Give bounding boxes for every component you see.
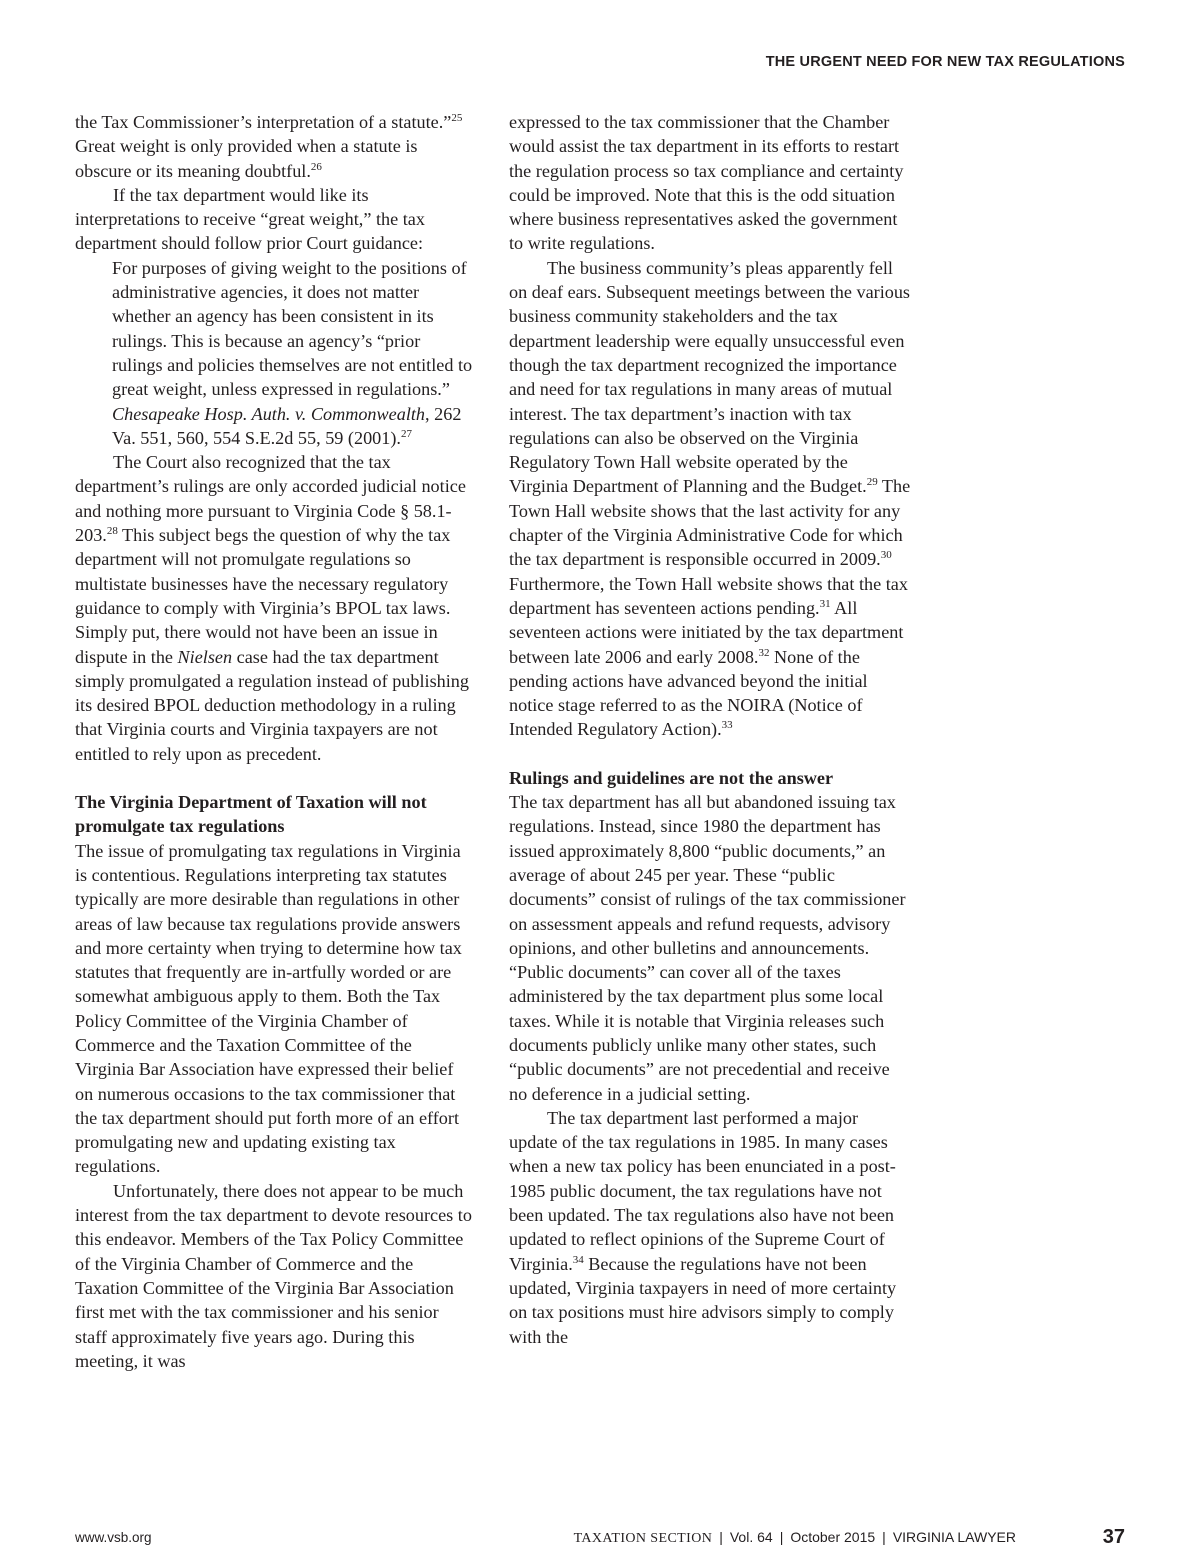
footer-date: October 2015 (790, 1529, 876, 1545)
paragraph: Unfortunately, there does not appear to be much interest from the tax department to devote resources to this endeavor. Members of the Tax Policy Committee of the Virginia Chamber of Commerce and the Taxation Committee of the Virginia Bar Association first met with the tax commissioner and his senior staff approximately five years ago. During this meeting, it was (75, 1180, 472, 1371)
text: For purposes of giving weight to the positions of administrative agencies, it does not matter whether an agency has been consistent in its rulings. This is because an agency’s “prior rulings and policies themselves are not entitled to great weight, unless expressed in regulations.” (112, 257, 473, 400)
left-column (75, 110, 475, 1373)
footnote-ref: 33 (721, 719, 733, 732)
footer-url: www.vsb.org (75, 1530, 152, 1545)
spacer (509, 742, 911, 766)
case-name: Nielsen (177, 646, 233, 667)
text: case had the tax department simply promulgated a regulation instead of publishing its desired BPOL deduction methodology in a ruling that Virginia courts and Virginia taxpayers are not entitled to rely upon as precedent. (75, 646, 469, 764)
footnote-ref: 26 (310, 160, 322, 173)
footer-separator: | (779, 1529, 784, 1545)
section-heading: The Virginia Department of Taxation will not promulgate tax regulations (75, 792, 427, 837)
text: The tax department last performed a major update of the tax regulations in 1985. In many cases when a new tax policy has been enunciated in a post-1985 public document, the tax regulations have not been updated. The tax regulations also have not been updated to reflect opinions of the Supreme Court of Virginia. (509, 1107, 896, 1274)
footnote-ref: 30 (880, 549, 892, 562)
paragraph: expressed to the tax commissioner that the Chamber would assist the tax department in its efforts to restart the regulation process so tax compliance and certainty could be improved. Note that this is the odd situation where business representatives asked the government to write regulations. (509, 112, 904, 254)
footer-volume: Vol. 64 (729, 1529, 773, 1545)
paragraph: The issue of promulgating tax regulations in Virginia is contentious. Regulations interpreting tax statutes typically are more desirable than regulations in other areas of law because tax regulations provide answers and more certainty when trying to determine how tax statutes that frequently are in-artfully worded or are somewhat ambiguous apply to them. Both the Tax Policy Committee of the Virginia Chamber of Commerce and the Taxation Committee of the Virginia Bar Association have expressed their belief on numerous occasions to the tax commissioner that the tax department should put forth more of an effort promulgating new and updating existing tax regulations. (75, 840, 462, 1177)
text: The business community’s pleas apparently fell on deaf ears. Subsequent meetings between the various business community stakeholders and the tax department leadership were equally unsuccessful even though the tax department recognized the importance and need for tax regulations in many areas of mutual interest. The tax department’s inaction with tax regulations can also be observed on the Virginia Regulatory Town Hall website operated by the Virginia Department of Planning and the Budget. (509, 257, 911, 497)
text: Great weight is only provided when a statute is obscure or its meaning doubtful. (75, 136, 418, 181)
footer-section: TAXATION SECTION (573, 1531, 713, 1546)
paragraph (75, 110, 475, 183)
spacer (75, 766, 475, 790)
text: , 262 Va. 551, 560, 554 S.E.2d 55, 59 (2001). (112, 403, 462, 448)
text: All seventeen actions were initiated by the tax department between late 2006 and early 2008. (509, 597, 904, 667)
footnote-ref: 29 (866, 476, 878, 489)
running-header: THE URGENT NEED FOR NEW TAX REGULATIONS (765, 54, 1125, 70)
footnote-ref: 27 (400, 427, 412, 440)
right-column (509, 110, 911, 1349)
paragraph: The tax department has all but abandoned issuing tax regulations. Instead, since 1980 the department has issued approximately 8,800 “public documents,” an average of about 245 per year. These “public documents” consist of rulings of the tax commissioner on assessment appeals and refund requests, advisory opinions, and other bulletins and announcements. “Public documents” can cover all of the taxes administered by the tax department plus some local taxes. While it is notable that Virginia releases such documents publicly unlike many other states, such “public documents” are not precedential and receive no deference in a judicial setting. (509, 792, 906, 1104)
text: Furthermore, the Town Hall website shows that the tax department has seventeen actions pending. (509, 573, 908, 618)
paragraph (509, 256, 911, 742)
footer-separator: | (882, 1529, 886, 1545)
paragraph (75, 450, 475, 766)
case-citation: Chesapeake Hosp. Auth. v. Commonwealth (112, 403, 426, 424)
text: None of the pending actions have advanced beyond the initial notice stage referred to as the NOIRA (Notice of Intended Regulatory Action). (509, 646, 868, 740)
page-number: 37 (1102, 1526, 1125, 1548)
block-quote (112, 256, 475, 450)
paragraph (509, 1106, 911, 1349)
footnote-ref: 25 (451, 112, 463, 124)
footer-publication-line (574, 1529, 1016, 1547)
paragraph: If the tax department would like its interpretations to receive “great weight,” the tax department should follow prior Court guidance: (75, 184, 425, 254)
text: This subject begs the question of why the tax department will not promulgate regulations so multistate businesses have the necessary regulatory guidance to comply with Virginia’s BPOL tax laws. Simply put, there would not have been an issue in dispute in the (75, 525, 451, 667)
text: the Tax Commissioner’s interpretation of a statute.” (75, 112, 452, 132)
text: Because the regulations have not been updated, Virginia taxpayers in need of more certainty on tax positions must hire advisors simply to comply with the (509, 1253, 897, 1347)
footnote-ref: 34 (572, 1253, 584, 1266)
text: The Court also recognized that the tax department’s rulings are only accorded judicial notice and nothing more pursuant to Virginia Code § 58.1-203. (75, 452, 466, 546)
footnote-ref: 28 (106, 525, 118, 538)
footnote-ref: 31 (819, 597, 831, 610)
section-heading: Rulings and guidelines are not the answer (509, 767, 834, 788)
text: The Town Hall website shows that the last activity for any chapter of the Virginia Administrative Code for which the tax department is responsible occurred in 2009. (509, 476, 911, 570)
footer-publication: VIRGINIA LAWYER (892, 1529, 1016, 1545)
footnote-ref: 32 (758, 646, 770, 659)
footer-separator: | (719, 1529, 723, 1545)
